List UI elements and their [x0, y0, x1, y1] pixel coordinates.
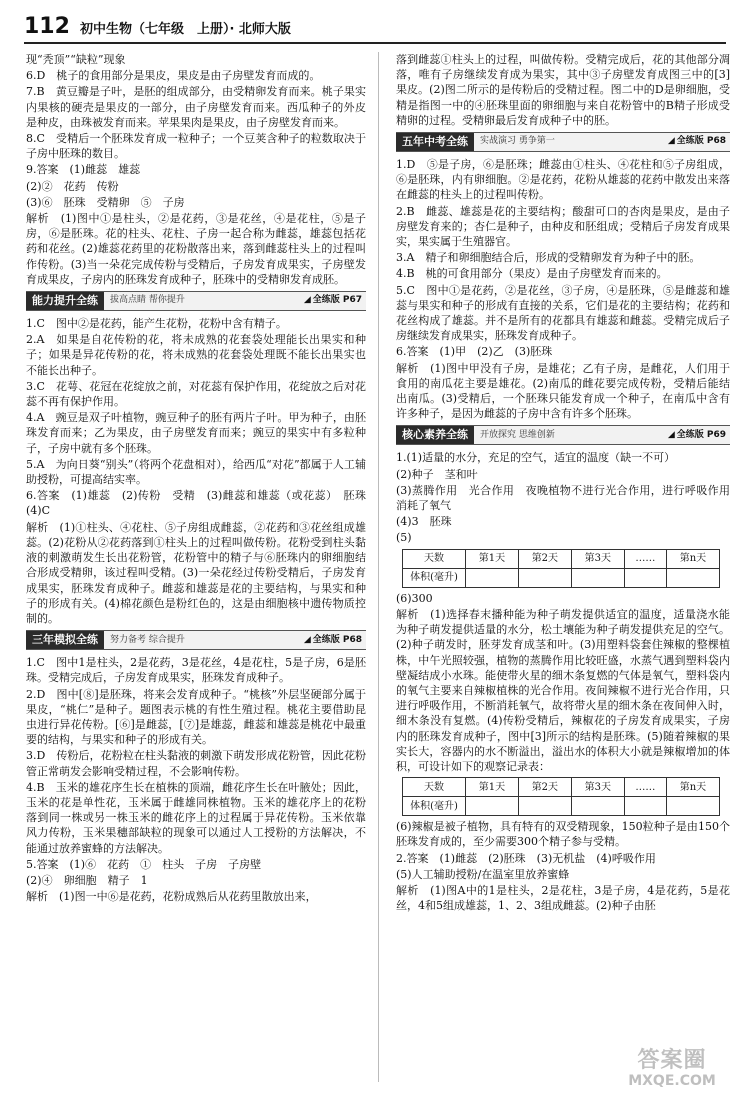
answer-para: 3.C 花萼、花冠在花绽放之前，对花蕊有保护作用，花绽放之后对花蕊不再有保护作用。: [26, 379, 366, 409]
answer-para: 现“秃顶”“缺粒”现象: [26, 53, 126, 66]
answer-para: 2.D 图中[⑧]是胚珠，将来会发育成种子。“桃核”外层坚硬部分属于果皮，“桃仁”是种子。题图表示桃的有性生殖过程。桃花主要借助昆虫进行异花传粉。[⑥]是雌蕊，[⑦]是雄蕊，雌蕊和雄蕊是桃花中最重要的结构，与果实和种子的形成有关。: [26, 687, 366, 747]
answer-para: (5): [396, 531, 412, 545]
table-row: [403, 549, 720, 568]
section-ref: 全练版 P68: [676, 136, 726, 147]
page-header: [24, 8, 726, 44]
table-cell: [518, 797, 571, 816]
right-column: [396, 52, 730, 1092]
triangle-icon: ◢: [303, 295, 311, 306]
section-banner-ability: [26, 291, 366, 311]
answer-para: 5.C 图中①是花药，②是花丝，③子房，④是胚珠，⑤是雌蕊和雄蕊与果实和种子的形成有直接的关系，它们是花的主要结构；花药和花丝构成了雄蕊。并不是所有的花都具有雄蕊和雌蕊。受精完成后子房继续发育成果实，胚珠发育成种子。: [396, 283, 730, 343]
section-title: 五年中考全练: [396, 133, 474, 151]
table-header-cell: 第n天: [666, 549, 719, 568]
answer-para: (6)辣椒是被子植物，具有特有的双受精现象，150粒种子是由150个胚珠发育成的，至少需要300个精子参与受精。: [396, 820, 730, 849]
answer-para: 1.C 图中②是花药，能产生花粉，花粉中含有精子。: [26, 317, 287, 331]
answer-para: (5)人工辅助授粉/在温室里放养蜜蜂: [396, 867, 570, 881]
table-row-label: 体积(毫升): [403, 568, 466, 587]
answer-para: 1.(1)适量的水分，充足的空气，适宜的温度（缺一不可）: [396, 451, 676, 465]
table-header-cell: 第3天: [571, 778, 624, 797]
triangle-icon: ◢: [303, 634, 311, 645]
answer-para: 1.C 图中1是柱头，2是花药，3是花丝，4是花柱，5是子房，6是胚珠。受精完成后，子房发育成果实，胚珠发育成种子。: [26, 656, 366, 685]
answer-para: (3)⑥ 胚珠 受精卵 ⑤ 子房: [26, 195, 185, 209]
table-cell: [666, 568, 719, 587]
left-column: [26, 52, 377, 1092]
answer-para: 解析 (1)图中①是柱头，②是花药，③是花丝，④是花柱，⑤是子房，⑥是胚珠。花的柱头、花柱、子房一起合称为雌蕊，雄蕊包括花药和花丝。(2)雄蕊花药里的花粉散落出来，落到雌蕊柱头上的过程叫作传粉。(3)当一朵花完成传粉与受精后，子房发育成果实，子房壁发育成果皮，子房内的胚珠发育成种子，胚珠中的受精卵发育成胚。: [26, 212, 366, 286]
answer-para: 6.答案 (1)甲 (2)乙 (3)胚珠: [396, 345, 553, 359]
answer-para: 3.A 精子和卵细胞结合后，形成的受精卵发育为种子中的胚。: [396, 251, 701, 265]
table-header-cell: ……: [624, 778, 666, 797]
answer-para: 解析 (1)图一中⑥是花药，花粉成熟后从花药里散放出来，: [26, 890, 317, 904]
table-row: [403, 778, 720, 797]
answer-para: 解析 (1)图中甲没有子房，是雄花；乙有子房，是雌花，人们用于食用的南瓜花主要是雄花。(2)南瓜的雌花要完成传粉，受精后能结出南瓜。(3)受精后，一个胚珠只能发育成一个种子，在南瓜中含有许多种子，是因为雌蕊的子房中含有许多个胚珠。: [396, 361, 730, 421]
answer-para: 8.C 受精后一个胚珠发育成一粒种子；一个豆荚含种子的粒数取决于子房中胚珠的数目。: [26, 132, 366, 161]
answer-para: 2.答案 (1)雌蕊 (2)胚珠 (3)无机盐 (4)呼吸作用: [396, 851, 656, 865]
triangle-icon: ◢: [667, 136, 675, 147]
answer-para: 3.D 传粉后，花粉粒在柱头黏液的刺激下萌发形成花粉管，因此花粉管正常萌发会影响受精过程，不会影响传粉。: [26, 749, 366, 778]
answer-para: 2.B 雌蕊、雄蕊是花的主要结构；酸甜可口的杏肉是果皮，是由子房壁发育来的；杏仁是种子，由种皮和胚组成；受精后子房发育成果实，果实属于生殖器官。: [396, 204, 730, 249]
book-title: 初中生物（七年级 上册）· 北师大版: [79, 22, 291, 38]
watermark-url: MXQE.COM: [628, 1073, 716, 1089]
observation-table-2: [402, 777, 720, 816]
section-subtitle: 实战演习 勇争第一: [480, 136, 555, 147]
answer-para: 解析 (1)选择春末播种能为种子萌发提供适宜的温度，适量浇水能为种子萌发提供适量的水分，松土壤能为种子萌发提供充足的空气。(2)种子萌发时，胚芽发育成茎和叶。(3)用塑料袋套住辣椒的整棵植株，中午光照较强，植物的蒸腾作用比较旺盛，水蒸气遇到塑料袋内壁凝结成小水珠。能使带火星的细木条复燃的气体是氧气，塑料袋内的氧气主要来自辣椒植株的光合作用。夜间辣椒不进行光合作用，只进行呼吸作用，不断消耗氧气，故将带火星的细木条在夜间伸入时，细木条没有复燃。(4)传粉受精后，辣椒花的子房发育成果实，子房内的胚珠发育成种子，图中[3]所示的结构是胚珠。(5)随着辣椒的果实长大，容器内的水不断溢出，溢出水的体积大小就是辣椒增加的体积，可设计如下的观察记录表：: [396, 607, 730, 773]
table-header-cell: 第n天: [666, 778, 719, 797]
answer-para: 7.B 黄豆瓣是子叶，是胚的组成部分，由受精卵发育而来。桃子果实内果核的硬壳是果皮的一部分，由子房壁发育而来。西瓜种子的外皮是种皮，由珠被发育而来。苹果果肉是果皮，由子房壁发育而来。: [26, 85, 366, 129]
observation-table: [402, 549, 720, 588]
table-header-cell: 第1天: [466, 778, 519, 797]
triangle-icon: ◢: [667, 429, 675, 440]
table-header-cell: 第1天: [466, 549, 519, 568]
answer-para: 1.D ⑤是子房，⑥是胚珠；雌蕊由①柱头、④花柱和⑤子房组成，⑥是胚珠，内有卵细胞。②是花药，花粉从雄蕊的花药中散发出来落在雌蕊的柱头上的过程叫传粉。: [396, 158, 730, 202]
answer-para: (2)② 花药 传粉: [26, 179, 119, 193]
table-row: [403, 797, 720, 816]
answer-para: 4.A 豌豆是双子叶植物，豌豆种子的胚有两片子叶。甲为种子，由胚珠发育而来；乙为果皮，由子房壁发育而来；豌豆的果实中有多粒种子，子房中就有多个胚珠。: [26, 411, 366, 455]
answer-para: 落到雌蕊①柱头上的过程，叫做传粉。受精完成后，花的其他部分凋落，唯有子房继续发育成为果实，其中③子房壁发育成图三中的[3]果皮。(2)图二所示的是传粉后的受精过程。图二中的D是卵细胞，受精是指图一中的④胚珠里面的卵细胞与来自花粉管中的B精子形成受精卵的过程。受精卵最后发育成种子中的胚。: [396, 53, 730, 127]
table-cell: [624, 568, 666, 587]
section-banner-core: [396, 425, 730, 445]
table-header-cell: 天数: [403, 549, 466, 568]
answer-para: 2.A 如果是自花传粉的花，将未成熟的花套袋处理能长出果实和种子；如果是异花传粉的花，将未成熟的花套袋处理既不能长出果实也不能长出种子。: [26, 333, 366, 377]
table-header-cell: 第2天: [518, 778, 571, 797]
table-header-cell: 第2天: [518, 549, 571, 568]
section-ref: 全练版 P68: [312, 634, 362, 645]
table-cell: [466, 568, 519, 587]
section-ref: 全练版 P67: [312, 295, 362, 306]
table-cell: [571, 568, 624, 587]
page-number: 112: [24, 14, 70, 39]
table-header-cell: 第3天: [571, 549, 624, 568]
answer-para: (2)④ 卵细胞 精子 1: [26, 873, 148, 887]
table-cell: [666, 797, 719, 816]
answer-para: (6)300: [396, 591, 433, 605]
watermark-logo: [612, 1049, 732, 1093]
answer-para: 6.答案 (1)雄蕊 (2)传粉 受精 (3)雌蕊和雄蕊（或花蕊） 胚珠 (4)C: [26, 489, 377, 518]
table-cell: [571, 797, 624, 816]
watermark-mark: 答案圈: [637, 1048, 707, 1073]
answer-para: (2)种子 茎和叶: [396, 467, 478, 481]
section-subtitle: 拔高点睛 帮你提升: [110, 295, 185, 306]
answer-para: 9.答案 (1)雌蕊 雄蕊: [26, 163, 141, 177]
answer-para: 5.A 为向日葵“别头”（将两个花盘相对），给西瓜“对花”都属于人工辅助授粉，可提高结实率。: [26, 457, 366, 487]
table-header-cell: 天数: [403, 778, 466, 797]
section-subtitle: 努力备考 综合提升: [110, 634, 185, 645]
table-row: [403, 568, 720, 587]
answer-para: (3)蒸腾作用 光合作用 夜晚植物不进行光合作用，进行呼吸作用消耗了氧气: [396, 483, 730, 513]
table-cell: [518, 568, 571, 587]
answer-para: (4)3 胚珠: [396, 515, 452, 529]
answer-para: 解析 (1)图A中的1是柱头，2是花柱，3是子房，4是花药，5是花丝，4和5组成雄蕊，1、2、3组成雌蕊。(2)种子由胚: [396, 883, 730, 913]
table-header-cell: ……: [624, 549, 666, 568]
answer-para: 4.B 桃的可食用部分（果皮）是由子房壁发育而来的。: [396, 267, 668, 281]
section-ref: 全练版 P69: [676, 429, 726, 440]
section-banner-three-year: [26, 630, 366, 650]
section-title: 核心素养全练: [396, 426, 474, 444]
section-banner-five-year: [396, 132, 730, 152]
answer-para: 解析 (1)①柱头、④花柱、⑤子房组成雌蕊，②花药和③花丝组成雄蕊。(2)花粉从②花药落到①柱头上的过程叫做传粉。花粉受到柱头黏液的刺激萌发生长出花粉管，花粉管中的精子与⑥胚珠内的卵细胞结合形成受精卵，该过程叫受精。(3)一朵花经过传粉受精后，子房发育成果实，胚珠发育成种子。雌蕊和雄蕊是花的主要结构，与果实和种子的形成有关。(4)棉花颜色是粉红色的，这是由细胞核中遗传物质控制的。: [26, 520, 366, 625]
answer-para: 5.答案 (1)⑥ 花药 ① 柱头 子房 子房壁: [26, 857, 262, 871]
table-cell: [624, 797, 666, 816]
section-title: 能力提升全练: [26, 292, 104, 310]
section-title: 三年模拟全练: [26, 631, 104, 649]
answer-para: 6.D 桃子的食用部分是果皮，果皮是由子房壁发育而成的。: [26, 69, 321, 83]
section-subtitle: 开放探究 思维创新: [480, 429, 555, 440]
table-cell: [466, 797, 519, 816]
table-row-label: 体积(毫升): [403, 797, 466, 816]
column-divider: [378, 52, 379, 1082]
answer-para: 4.B 玉米的雄花序生长在植株的顶端，雌花序生长在叶腋处；因此，玉米的花是单性花，玉米属于雌雄同株植物。玉米的雄花序上的花粉落到同一株或另一株玉米的雌花序上的过程属于异花传粉。玉米依靠风力传粉，玉米果穗部缺粒的现象可以通过人工授粉的方法解决，不能通过放养蜜蜂的方法解决。: [26, 780, 366, 855]
